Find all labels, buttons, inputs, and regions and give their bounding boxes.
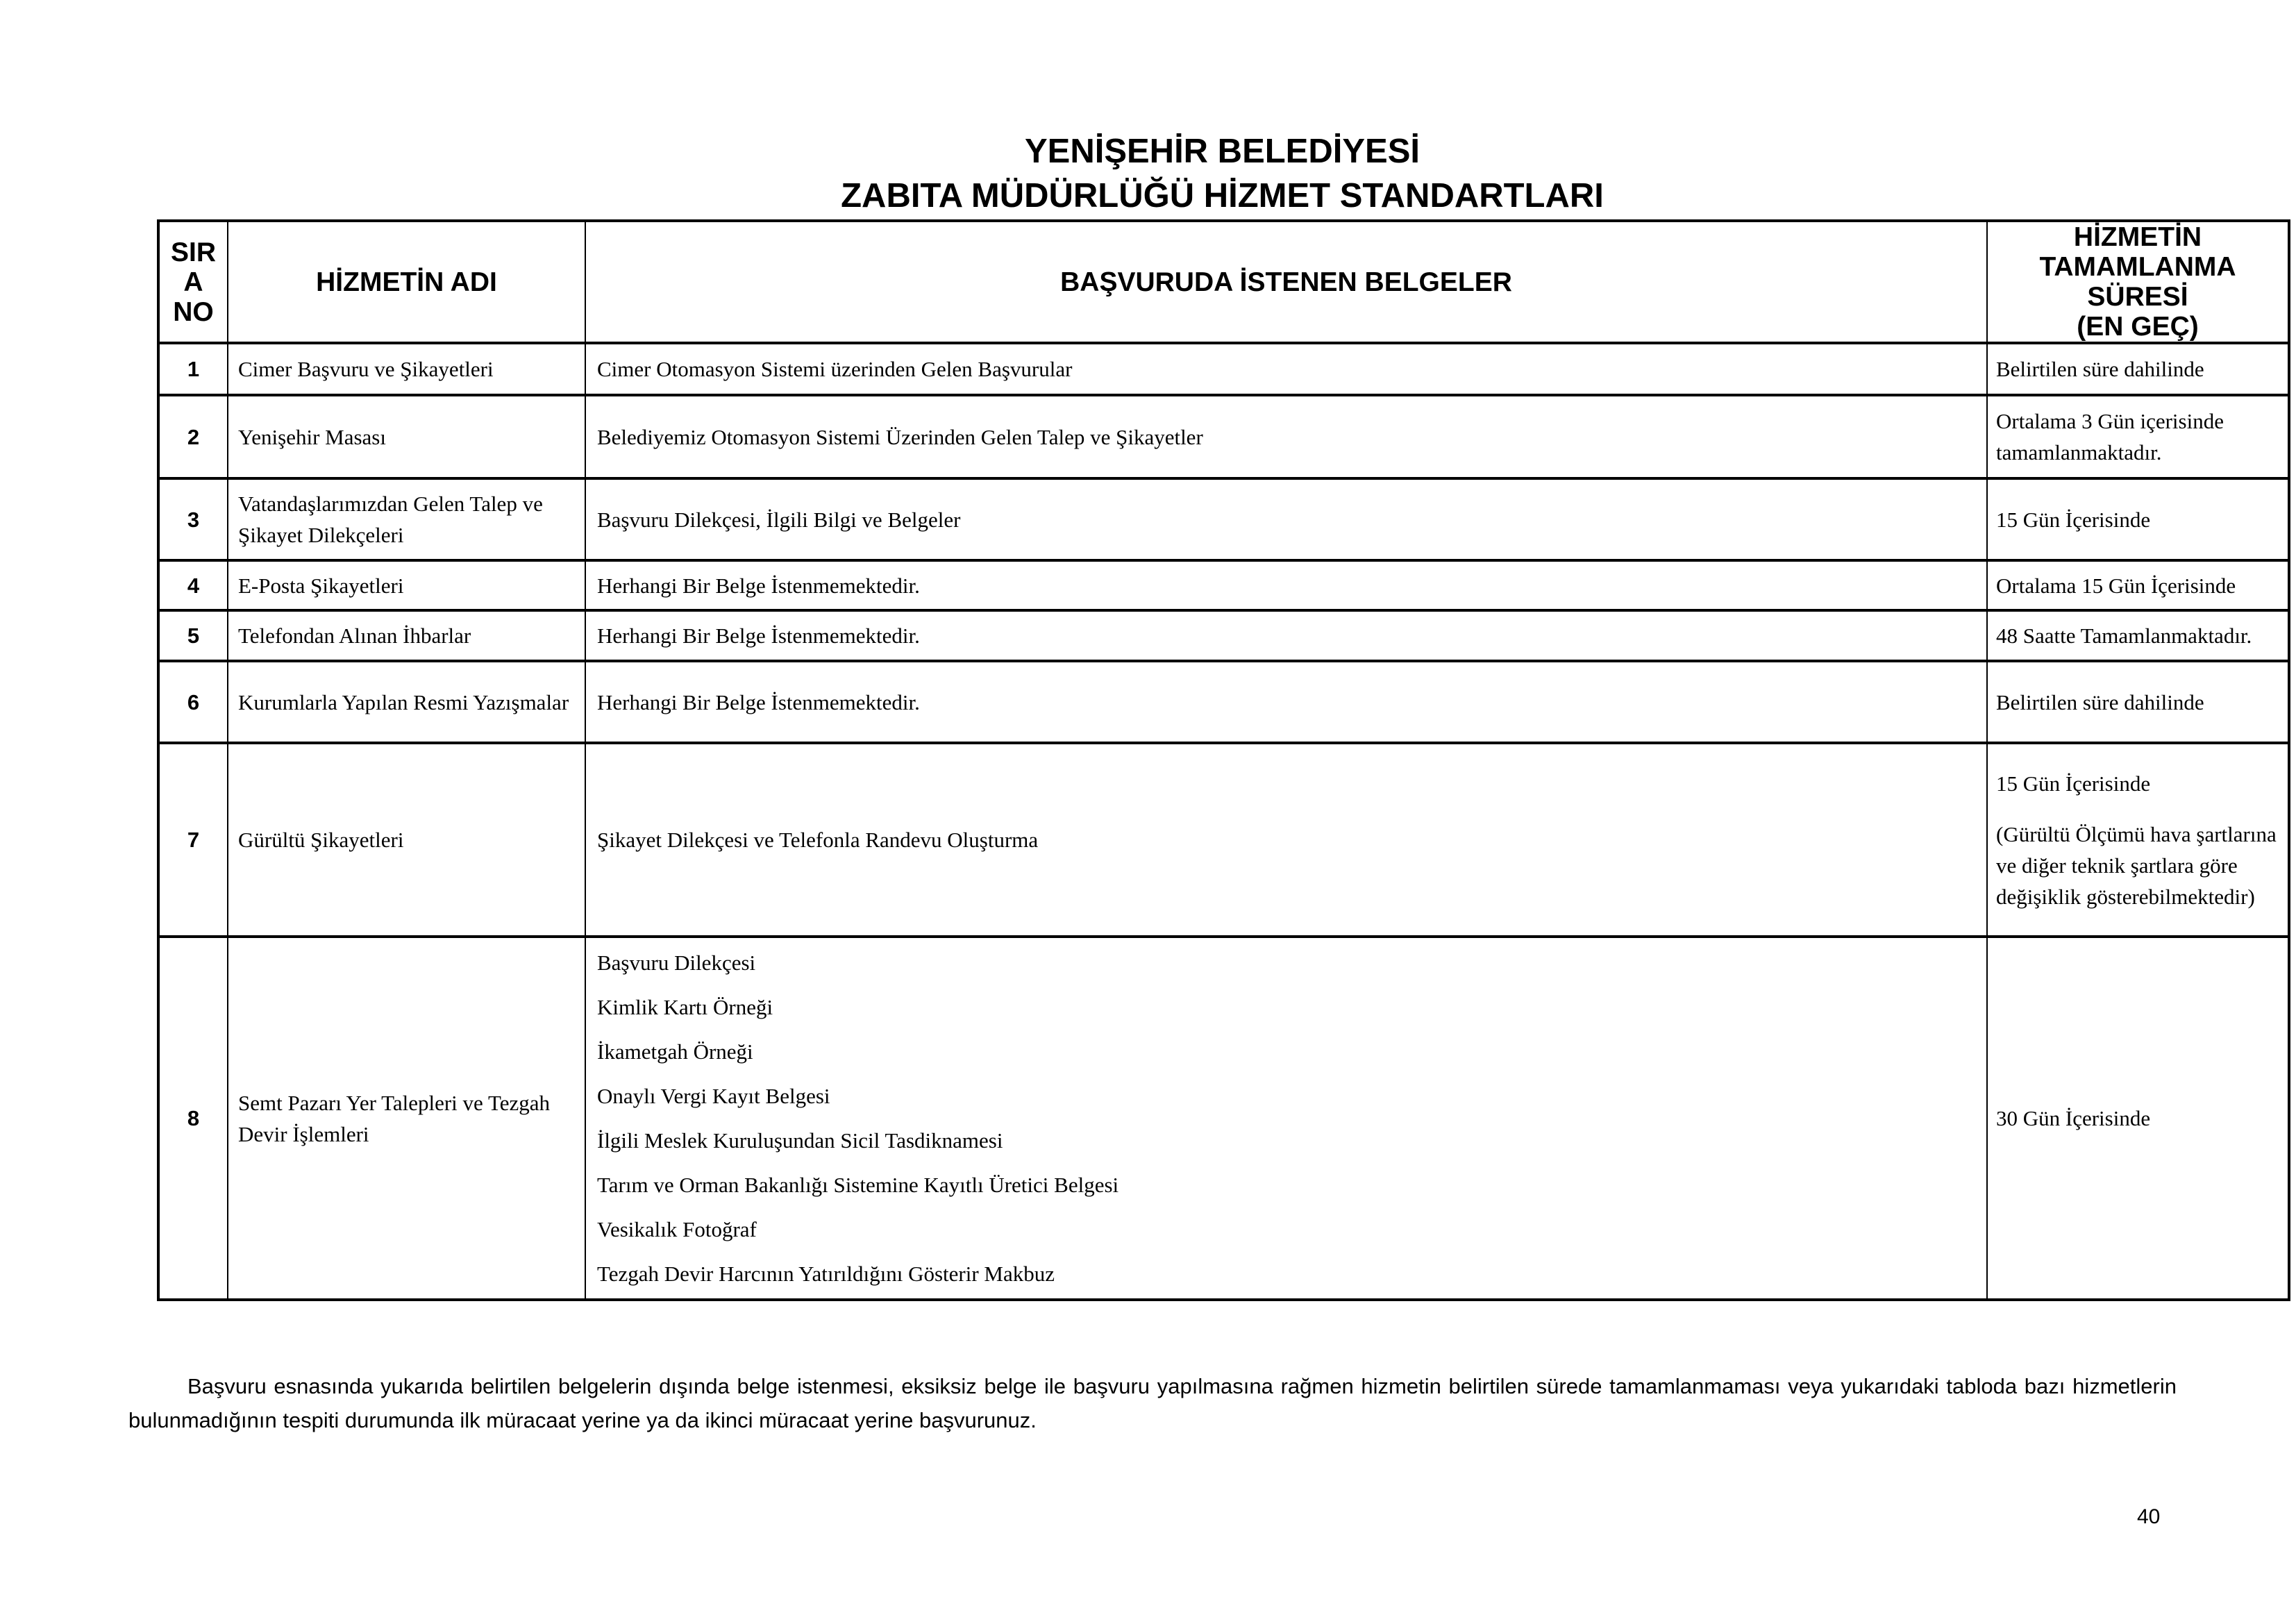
duration-cell — [1987, 661, 2289, 743]
service-name: Telefondan Alınan İhbarlar — [238, 623, 471, 648]
header-completion-time-line: SÜRESİ — [2087, 282, 2188, 312]
document-line: Cimer Otomasyon Sistemi üzerinden Gelen Başvurular — [597, 357, 1073, 381]
header-sira-no-line: NO — [173, 296, 214, 327]
duration-line: 48 Saatte Tamamlanmaktadır. — [1996, 623, 2252, 648]
document-line: Herhangi Bir Belge İstenmemektedir. — [597, 573, 920, 598]
documents-cell — [585, 395, 1987, 478]
header-sira-no — [158, 221, 228, 343]
header-required-documents: BAŞVURUDA İSTENEN BELGELER — [585, 221, 1987, 343]
documents-cell — [585, 478, 1987, 560]
header-service-name: HİZMETİN ADI — [228, 221, 585, 343]
table-row — [158, 343, 2289, 395]
duration-cell — [1987, 610, 2289, 661]
row-number-cell — [158, 478, 228, 560]
duration-cell — [1987, 395, 2289, 478]
documents-cell — [585, 343, 1987, 395]
service-cell — [228, 937, 585, 1300]
service-name: Semt Pazarı Yer Talepleri ve Tezgah Devir İşlemleri — [238, 1090, 551, 1146]
row-number: 5 — [187, 623, 200, 648]
duration-line — [1996, 799, 2281, 819]
service-cell — [228, 661, 585, 743]
service-table-body — [158, 343, 2289, 1300]
page-title-line1: YENİŞEHİR BELEDİYESİ — [1024, 133, 1421, 170]
service-name: E-Posta Şikayetleri — [238, 573, 404, 598]
table-row — [158, 395, 2289, 478]
documents-cell — [585, 743, 1987, 937]
row-number: 4 — [187, 573, 200, 598]
document-line: Şikayet Dilekçesi ve Telefonla Randevu Oluşturma — [597, 828, 1039, 852]
duration-line: (Gürültü Ölçümü hava şartlarına ve diğer teknik şartlara göre değişiklik gösterebilmektedir) — [1996, 821, 2277, 909]
duration-line: 15 Gün İçerisinde — [1996, 507, 2151, 532]
duration-line: 30 Gün İçerisinde — [1996, 1106, 2151, 1130]
service-cell — [228, 343, 585, 395]
table-row — [158, 560, 2289, 610]
document-line: Kimlik Kartı Örneği — [597, 995, 773, 1019]
row-number: 2 — [187, 424, 200, 449]
duration-line: Ortalama 15 Gün İçerisinde — [1996, 573, 2236, 598]
table-row — [158, 661, 2289, 743]
document-line: Vesikalık Fotoğraf — [597, 1217, 757, 1241]
document-line: Herhangi Bir Belge İstenmemektedir. — [597, 623, 920, 648]
page-title — [157, 129, 2288, 218]
service-name: Kurumlarla Yapılan Resmi Yazışmalar — [238, 689, 569, 714]
row-number-cell — [158, 395, 228, 478]
header-sira-no-line: SIR — [170, 237, 216, 267]
duration-cell — [1987, 478, 2289, 560]
duration-line: Belirtilen süre dahilinde — [1996, 357, 2204, 381]
document-line: Başvuru Dilekçesi — [597, 951, 756, 975]
document-line: Tarım ve Orman Bakanlığı Sistemine Kayıtlı Üretici Belgesi — [597, 1173, 1119, 1197]
service-cell — [228, 560, 585, 610]
document-line: Belediyemiz Otomasyon Sistemi Üzerinden Gelen Talep ve Şikayetler — [597, 424, 1203, 449]
service-cell — [228, 610, 585, 661]
documents-cell — [585, 610, 1987, 661]
documents-cell — [585, 937, 1987, 1300]
duration-cell — [1987, 343, 2289, 395]
table-header-row — [158, 221, 2289, 343]
documents-cell — [585, 661, 1987, 743]
header-sira-no-line: A — [183, 267, 203, 297]
document-line: Herhangi Bir Belge İstenmemektedir. — [597, 689, 920, 714]
service-name: Vatandaşlarımızdan Gelen Talep ve Şikayet Dilekçeleri — [238, 492, 543, 547]
duration-cell — [1987, 743, 2289, 937]
service-name: Cimer Başvuru ve Şikayetleri — [238, 357, 494, 381]
header-completion-time-line: TAMAMLANMA — [2039, 252, 2236, 282]
document-line: Tezgah Devir Harcının Yatırıldığını Gösterir Makbuz — [597, 1262, 1055, 1286]
page-title-line2: ZABITA MÜDÜRLÜĞÜ HİZMET STANDARTLARI — [841, 177, 1604, 215]
service-cell — [228, 743, 585, 937]
row-number: 7 — [187, 828, 200, 852]
service-name: Yenişehir Masası — [238, 424, 386, 449]
duration-cell — [1987, 937, 2289, 1300]
document-line: Onaylı Vergi Kayıt Belgesi — [597, 1084, 830, 1108]
service-cell — [228, 395, 585, 478]
document-line: İlgili Meslek Kuruluşundan Sicil Tasdiknamesi — [597, 1128, 1003, 1153]
duration-cell — [1987, 560, 2289, 610]
header-completion-time-line: HİZMETİN — [2073, 222, 2202, 252]
footer-note: Başvuru esnasında yukarıda belirtilen belgelerin dışında belge istenmesi, eksiksiz belge ile başvuru yapılmasına rağmen hizmetin belirtilen sürede tamamlanmaması veya yukarıdaki tabloda bazı hizmetlerin bulunmadığının tespiti durumunda ilk müracaat yerine ya da ikinci müracaat yerine başvurunuz. — [128, 1374, 2177, 1432]
header-completion-time-line: (EN GEÇ) — [2077, 312, 2199, 342]
row-number: 6 — [187, 689, 200, 714]
row-number: 8 — [187, 1106, 200, 1130]
table-row — [158, 478, 2289, 560]
documents-cell — [585, 560, 1987, 610]
document-line: Başvuru Dilekçesi, İlgili Bilgi ve Belgeler — [597, 507, 961, 532]
row-number-cell — [158, 743, 228, 937]
duration-line: Ortalama 3 Gün içerisinde tamamlanmaktadır. — [1996, 409, 2224, 464]
table-row — [158, 610, 2289, 661]
service-standards-table — [157, 219, 2290, 1301]
table-row — [158, 743, 2289, 937]
row-number: 1 — [187, 357, 200, 381]
table-header — [158, 221, 2289, 343]
service-cell — [228, 478, 585, 560]
row-number-cell — [158, 560, 228, 610]
row-number-cell — [158, 937, 228, 1300]
row-number-cell — [158, 343, 228, 395]
service-name: Gürültü Şikayetleri — [238, 828, 404, 852]
duration-line: Belirtilen süre dahilinde — [1996, 689, 2204, 714]
page-number: 40 — [2137, 1505, 2161, 1528]
table-row — [158, 937, 2289, 1300]
row-number: 3 — [187, 507, 200, 532]
row-number-cell — [158, 661, 228, 743]
row-number-cell — [158, 610, 228, 661]
duration-line: 15 Gün İçerisinde — [1996, 771, 2151, 796]
header-completion-time — [1987, 221, 2289, 343]
document-line: İkametgah Örneği — [597, 1039, 753, 1064]
